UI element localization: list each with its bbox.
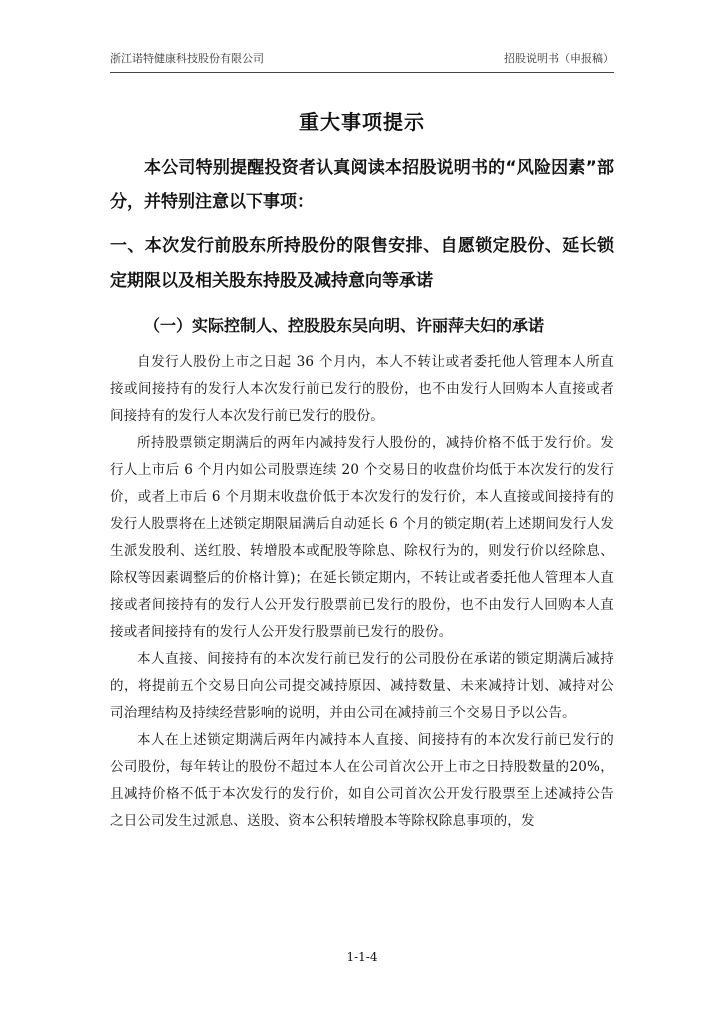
body-paragraph: 本人在上述锁定期满后两年内减持本人直接、间接持有的本次发行前已发行的公司股份，每年转让的股份不超过本人在公司首次公开上市之日持股数量的20%，且减持价格不低于本次发行的发行价，如自公司首次公开发行股票至上述减持公告之日公司发生过派息、送股、资本公积转增股本等除权除息事项的，发 bbox=[110, 732, 614, 829]
body-paragraph: 所持股票锁定期满后的两年内减持发行人股份的，减持价格不低于发行价。发行人上市后 6 个月内如公司股票连续 20 个交易日的收盘价均低于本次发行的发行价，或者上市后 6 个月期末收盘价低于本次发行的发行价，本人直接或间接持有的发行人股票将在上述锁定期限届满后自动延长 6 个月的锁定期(若上述期间发行人发生派发股利、送红股、转增股本或配股等除息、除权行为的，则发行价以经除息、除权等因素调整后的价格计算)；在延长锁定期内，不转让或者委托他人管理本人直接或者间接持有的发行人公开发行股票前已发行的股份，也不由发行人回购本人直接或者间接持有的发行人公开发行股票前已发行的股份。 bbox=[110, 435, 614, 640]
body-paragraph: 自发行人股份上市之日起 36 个月内，本人不转让或者委托他人管理本人所直接或间接持有的发行人本次发行前已发行的股份，也不由发行人回购本人直接或者间接持有的发行人本次发行前已发行的股份。 bbox=[110, 354, 614, 424]
header-document-type: 招股说明书（申报稿） bbox=[504, 52, 614, 65]
page-number: 1-1-4 bbox=[346, 950, 378, 964]
body-paragraph: 本人直接、间接持有的本次发行前已发行的公司股份在承诺的锁定期满后减持的，将提前五个交易日向公司提交减持原因、减持数量、未来减持计划、减持对公司治理结构及持续经营影响的说明，并由公司在减持前三个交易日予以公告。 bbox=[110, 651, 614, 721]
page-header bbox=[110, 50, 614, 73]
section-heading: 一、本次发行前股东所持股份的限售安排、自愿锁定股份、延长锁定期限以及相关股东持股及减持意向等承诺 bbox=[110, 236, 614, 291]
subsection-heading: （一）实际控制人、控股股东吴向明、许丽萍夫妇的承诺 bbox=[144, 316, 545, 335]
header-company-name: 浙江诺特健康科技股份有限公司 bbox=[110, 52, 264, 65]
page-body bbox=[110, 106, 614, 835]
page-title: 重大事项提示 bbox=[299, 110, 425, 134]
investor-notice: 本公司特别提醒投资者认真阅读本招股说明书的“风险因素”部分，并特别注意以下事项： bbox=[110, 158, 614, 212]
